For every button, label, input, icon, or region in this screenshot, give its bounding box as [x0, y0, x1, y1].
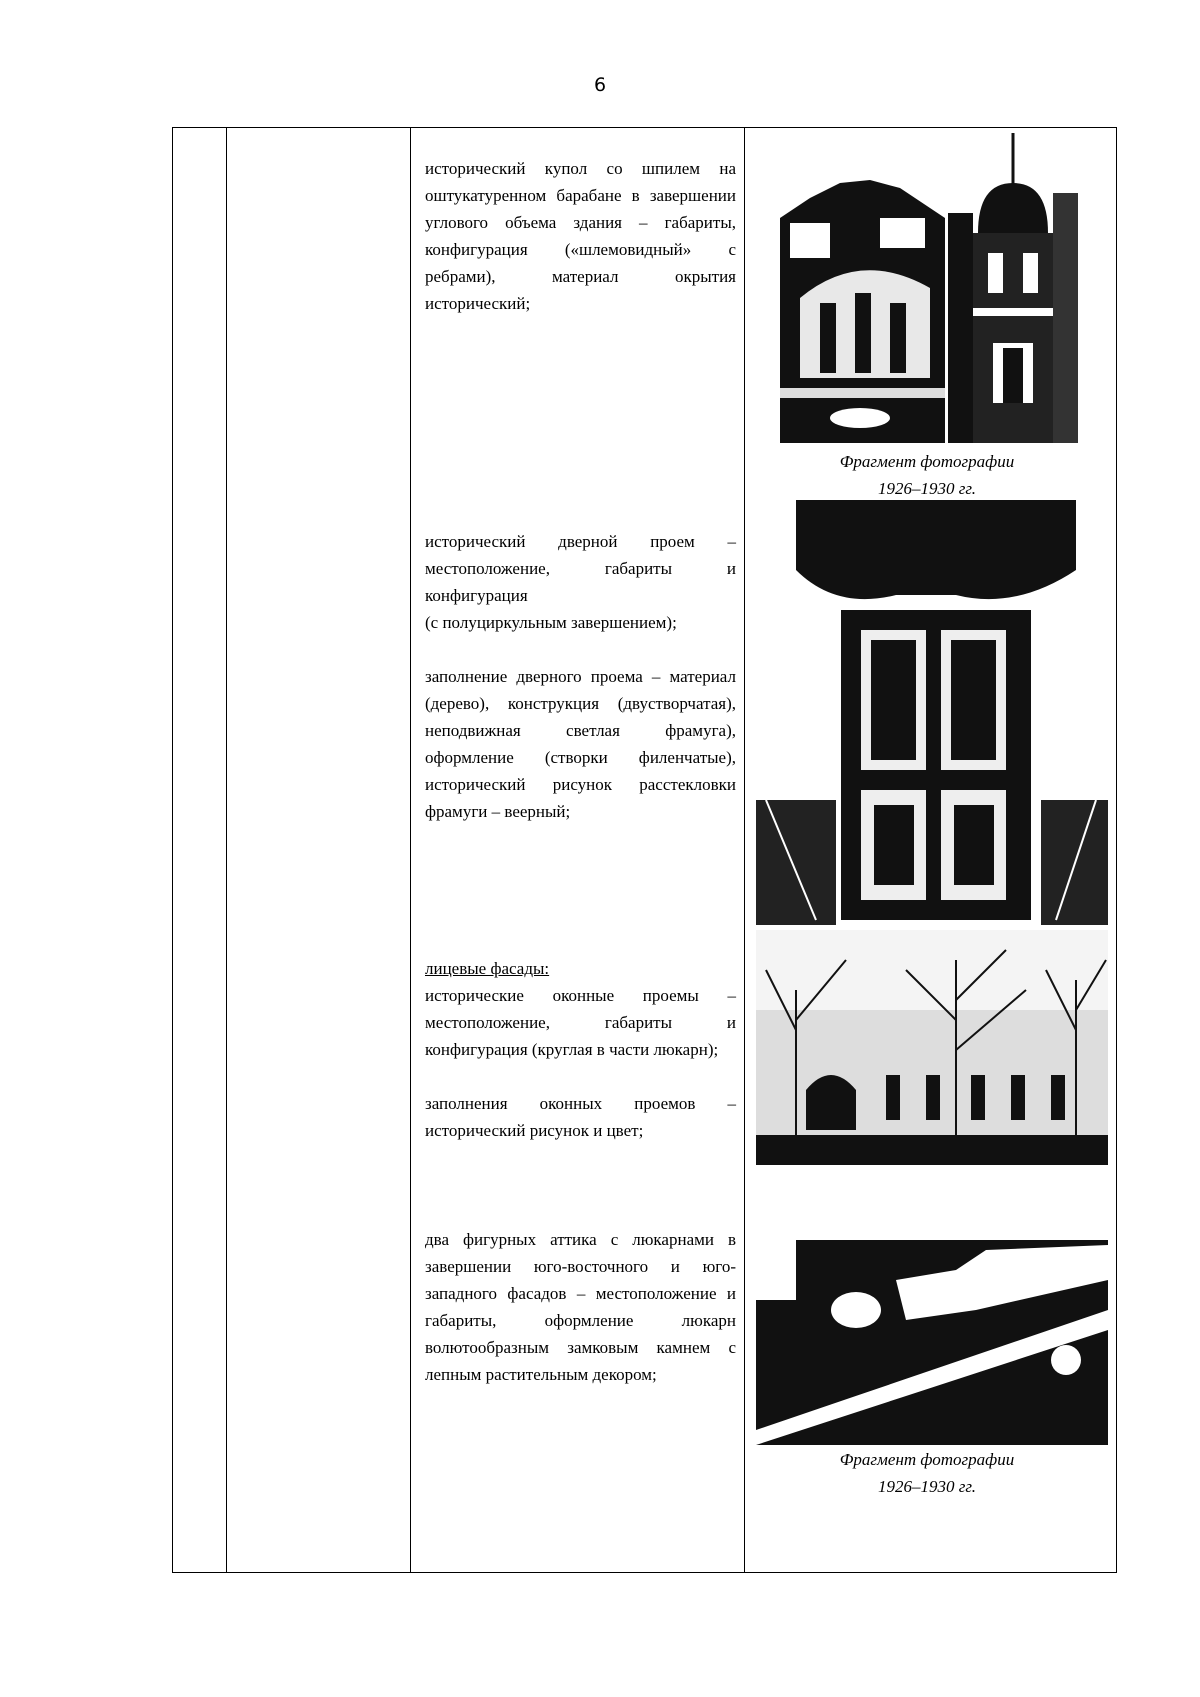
- facades-paragraph-2: заполнения оконных проемов – исторический рисунок и цвет;: [425, 1094, 736, 1140]
- caption-row4: [747, 1446, 1107, 1500]
- dome-paragraph: исторический купол со шпилем на оштукатуренном барабане в завершении углового объема здания – габариты, конфигурация («шлемовидный» с ребрами), материал окрытия исторический;: [425, 159, 736, 313]
- door-description: [425, 528, 736, 825]
- caption-date: 1926–1930 гг.: [877, 479, 977, 498]
- column-divider-1: [226, 128, 227, 1572]
- page-number: 6: [593, 74, 607, 96]
- facades-description: [425, 955, 736, 1144]
- door-paragraph-2: (с полуциркульным завершением);: [425, 613, 677, 632]
- photo-dome-right: [948, 133, 1078, 443]
- door-paragraph-1: исторический дверной проем – местоположение, габариты и конфигурация: [425, 532, 736, 605]
- photo-attic: [756, 1240, 1108, 1445]
- dome-description: [425, 155, 736, 317]
- photo-facade: [756, 930, 1108, 1165]
- column-divider-3: [744, 128, 745, 1572]
- caption-line: Фрагмент фотографии: [839, 1450, 1015, 1469]
- photo-dome-left: [780, 178, 945, 443]
- attics-description: [425, 1226, 736, 1388]
- column-divider-2: [410, 128, 411, 1572]
- caption-row1: [747, 448, 1107, 502]
- facades-heading: лицевые фасады:: [425, 959, 550, 978]
- photo-door: [756, 500, 1108, 925]
- attics-paragraph: два фигурных аттика с люкарнами в завершении юго-восточного и юго-западного фасадов – местоположение и габариты, оформление люкарн волютообразным замковым камнем с лепным растительным декором;: [425, 1230, 736, 1384]
- facades-paragraph-1: исторические оконные проемы – местоположение, габариты и конфигурация (круглая в части люкарн);: [425, 986, 736, 1059]
- caption-line: Фрагмент фотографии: [839, 452, 1015, 471]
- door-paragraph-3: заполнение дверного проема – материал (дерево), конструкция (двустворчатая), неподвижная светлая фрамуга), оформление (створки филенчатые), исторический рисунок расстекловки фрамуги – веерный;: [425, 667, 736, 821]
- caption-date: 1926–1930 гг.: [877, 1477, 977, 1496]
